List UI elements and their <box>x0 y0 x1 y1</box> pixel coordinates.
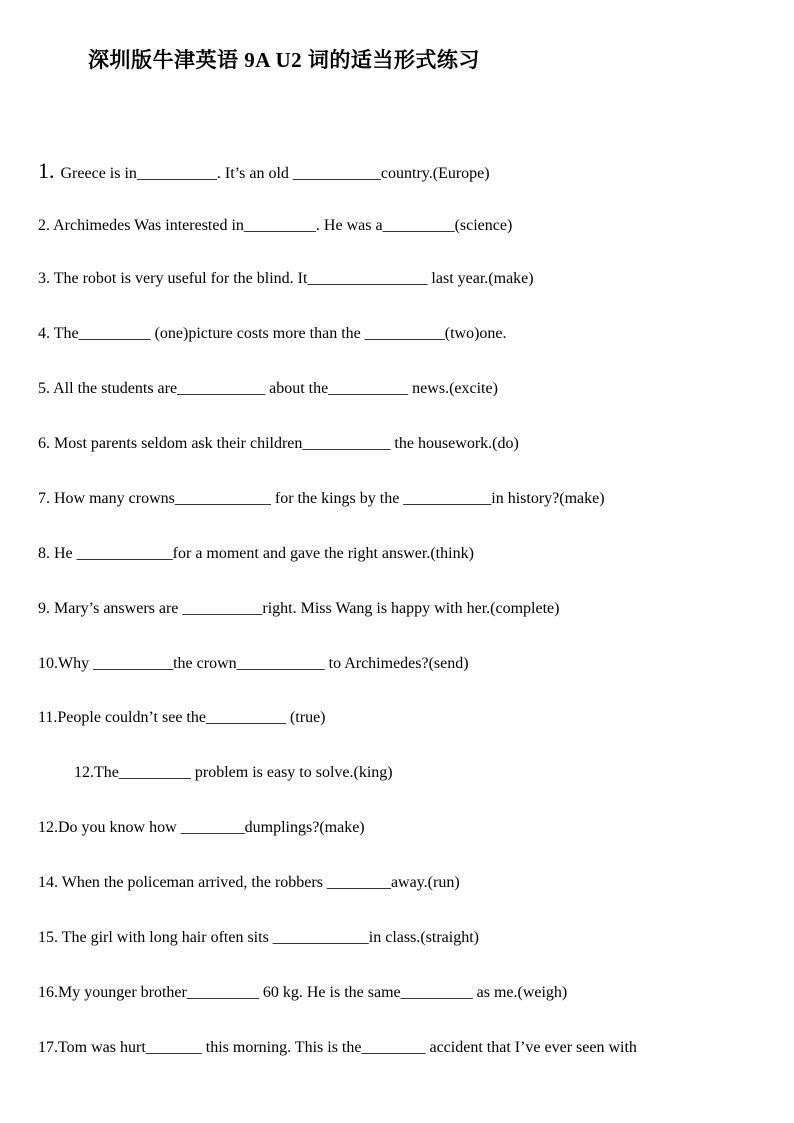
exercise-item-15 <box>38 927 479 949</box>
item-text: My younger brother_________ 60 kg. He is the same_________ as me.(weigh) <box>58 984 568 1001</box>
exercise-item-9 <box>38 598 559 620</box>
exercise-item-12b <box>38 817 365 839</box>
item-number: 12. <box>38 819 58 836</box>
exercise-item-7 <box>38 488 605 510</box>
exercise-item-10 <box>38 653 469 675</box>
item-text: He ____________for a moment and gave the right answer.(think) <box>50 545 474 562</box>
item-number: 9. <box>38 600 50 617</box>
item-text: Mary’s answers are __________right. Miss Wang is happy with her.(complete) <box>50 600 560 617</box>
item-number: 6. <box>38 435 50 452</box>
exercise-item-3 <box>38 268 534 290</box>
exercise-item-8 <box>38 543 474 565</box>
item-text: The_________ (one)picture costs more than the __________(two)one. <box>50 325 507 342</box>
exercise-item-11 <box>38 707 326 729</box>
item-number: 14. <box>38 874 58 891</box>
item-text: When the policeman arrived, the robbers ________away.(run) <box>58 874 460 891</box>
item-number: 7. <box>38 490 50 507</box>
exercise-item-1 <box>38 160 490 182</box>
item-number: 11. <box>38 709 58 726</box>
item-number: 10. <box>38 655 58 672</box>
item-text: Tom was hurt_______ this morning. This is the________ accident that I’ve ever seen with <box>58 1039 637 1056</box>
exercise-item-12a <box>74 762 393 784</box>
item-number: 1. <box>38 158 55 183</box>
item-number: 8. <box>38 545 50 562</box>
item-text: The robot is very useful for the blind. It_______________ last year.(make) <box>50 270 534 287</box>
item-text: Why __________the crown___________ to Archimedes?(send) <box>58 655 469 672</box>
page-title: 深圳版牛津英语 9A U2 词的适当形式练习 <box>88 48 480 72</box>
exercise-item-2 <box>38 215 512 237</box>
item-text: How many crowns____________ for the kings by the ___________in history?(make) <box>50 490 605 507</box>
exercise-item-16 <box>38 982 567 1004</box>
item-number: 4. <box>38 325 50 342</box>
exercise-item-14 <box>38 872 460 894</box>
exercise-item-4 <box>38 323 507 345</box>
item-text: Most parents seldom ask their children___________ the housework.(do) <box>50 435 519 452</box>
exercise-item-17 <box>38 1037 637 1059</box>
item-text: Greece is in__________. It’s an old ___________country.(Europe) <box>56 165 490 182</box>
item-number: 17. <box>38 1039 58 1056</box>
item-text: Archimedes Was interested in_________. He was a_________(science) <box>50 217 513 234</box>
item-number: 16. <box>38 984 58 1001</box>
item-number: 3. <box>38 270 50 287</box>
item-number: 2. <box>38 217 50 234</box>
item-text: Do you know how ________dumplings?(make) <box>58 819 365 836</box>
item-text: The girl with long hair often sits ____________in class.(straight) <box>58 929 479 946</box>
exercise-item-5 <box>38 378 498 400</box>
exercise-item-6 <box>38 433 519 455</box>
item-text: All the students are___________ about the__________ news.(excite) <box>50 380 498 397</box>
item-number: 15. <box>38 929 58 946</box>
item-number: 12. <box>74 764 94 781</box>
item-number: 5. <box>38 380 50 397</box>
item-text: The_________ problem is easy to solve.(king) <box>94 764 393 781</box>
item-text: People couldn’t see the__________ (true) <box>57 709 326 726</box>
